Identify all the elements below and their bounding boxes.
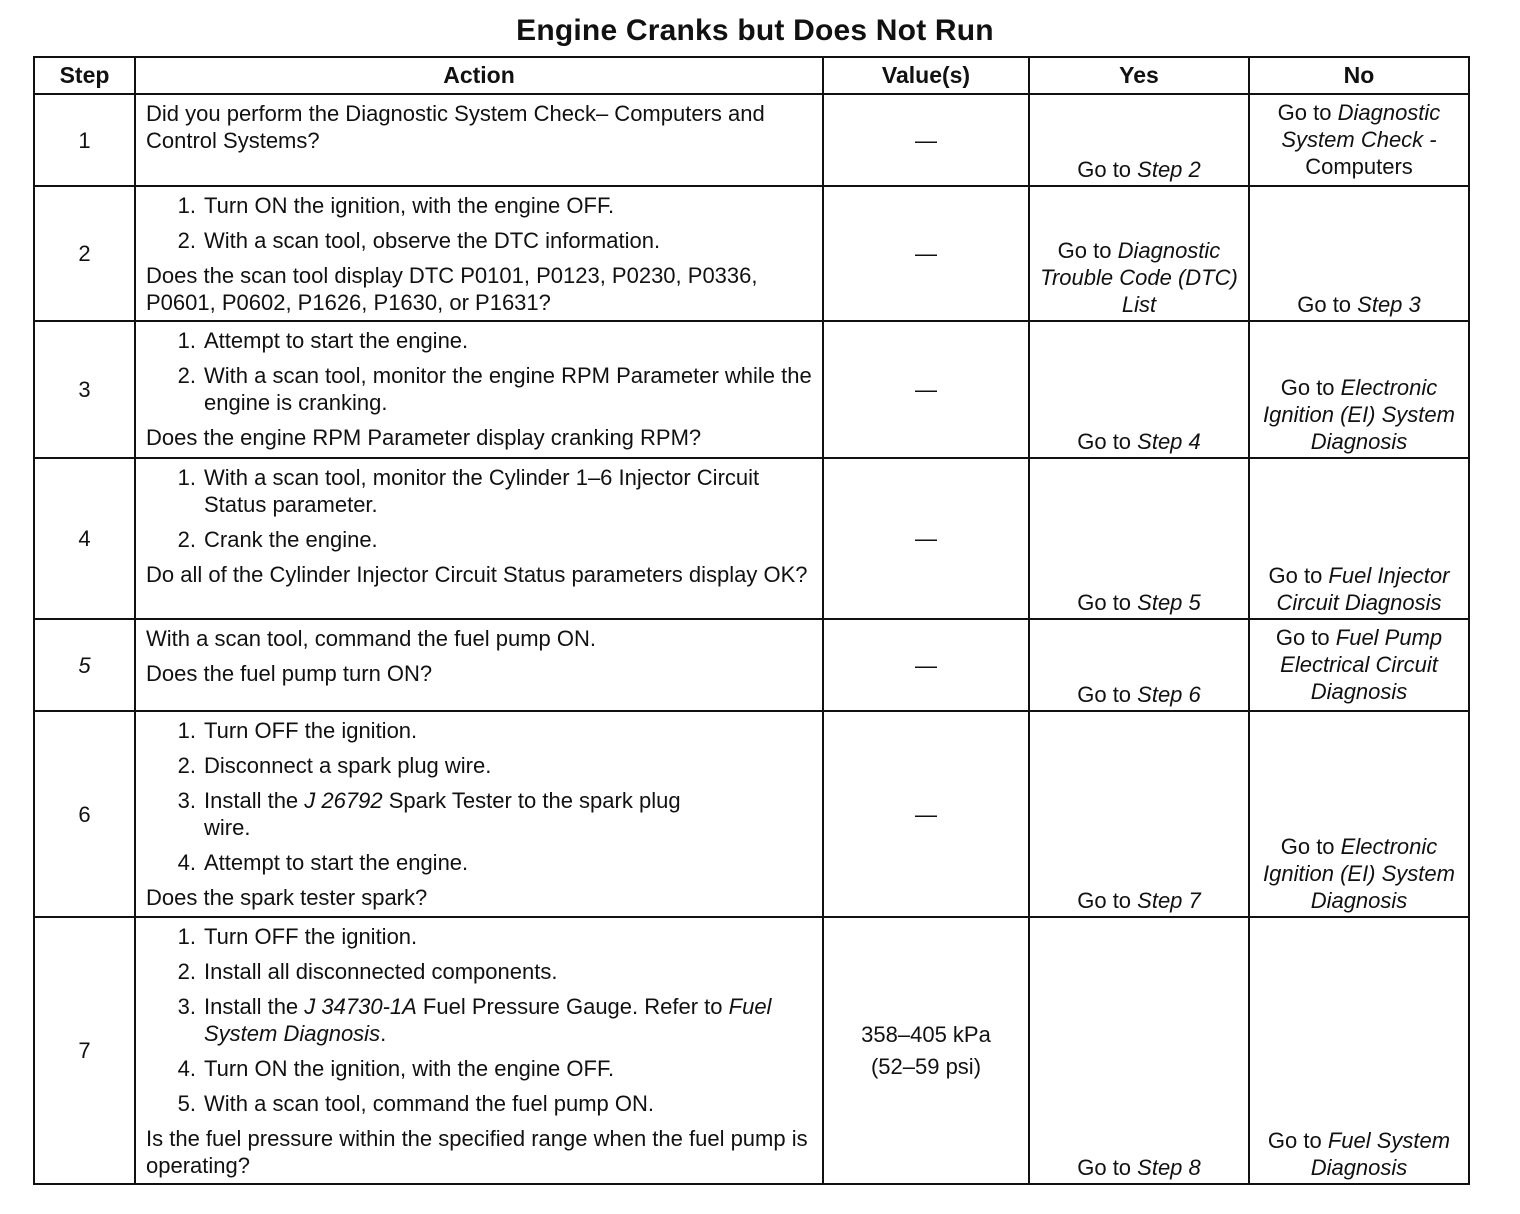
action-question: Does the scan tool display DTC P0101, P0123, P0230, P0336, P0601, P0602, P1626, P1630, or P1631? bbox=[146, 263, 758, 315]
substep-text: Attempt to start the engine. bbox=[204, 850, 469, 875]
value-cell bbox=[823, 619, 1029, 711]
step-number: 5 bbox=[34, 619, 135, 711]
substep-item bbox=[146, 526, 814, 553]
yes-prefix: Go to bbox=[1077, 157, 1138, 182]
no-link[interactable]: Electronic Ignition (EI) System Diagnosis bbox=[1263, 834, 1455, 913]
yes-link[interactable]: Step 8 bbox=[1137, 1155, 1201, 1180]
value-text: — bbox=[915, 652, 937, 678]
table-row bbox=[34, 458, 1469, 619]
substep-text: Turn ON the ignition, with the engine OFF. bbox=[204, 1056, 615, 1081]
substep-text: With a scan tool, monitor the engine RPM Parameter while the engine is cranking. bbox=[204, 363, 812, 415]
value-cell bbox=[823, 458, 1029, 619]
yes-prefix: Go to bbox=[1077, 682, 1138, 707]
action-cell bbox=[135, 917, 823, 1184]
substep-text: With a scan tool, observe the DTC information. bbox=[204, 228, 661, 253]
step-number: 1 bbox=[34, 94, 135, 186]
value-text: — bbox=[915, 127, 937, 153]
substep-item bbox=[146, 923, 814, 950]
no-prefix: Go to bbox=[1280, 375, 1341, 400]
substep-number: 2. bbox=[177, 363, 196, 388]
header-no: No bbox=[1249, 57, 1469, 94]
table-row bbox=[34, 94, 1469, 186]
no-cell bbox=[1249, 94, 1469, 186]
substep-number: 4. bbox=[177, 850, 196, 875]
substep-number: 1. bbox=[177, 193, 196, 218]
no-cell bbox=[1249, 711, 1469, 917]
substep-number: 2. bbox=[177, 527, 196, 552]
yes-prefix: Go to bbox=[1077, 1155, 1138, 1180]
substep-number: 3. bbox=[177, 788, 196, 813]
no-suffix: Computers bbox=[1305, 154, 1413, 179]
substep-number: 1. bbox=[177, 328, 196, 353]
action-cell bbox=[135, 94, 823, 186]
substep-text: Turn OFF the ignition. bbox=[204, 718, 418, 743]
action-cell bbox=[135, 186, 823, 321]
action-cell bbox=[135, 458, 823, 619]
page-title: Engine Cranks but Does Not Run bbox=[516, 14, 994, 47]
substep-list bbox=[146, 464, 814, 553]
substep-text: Turn ON the ignition, with the engine OFF. bbox=[204, 193, 615, 218]
value-text: — bbox=[915, 526, 937, 551]
diagnostic-table bbox=[33, 56, 1470, 1185]
tool-ref: J 26792 bbox=[304, 788, 383, 813]
no-cell bbox=[1249, 619, 1469, 711]
action-question: Does the spark tester spark? bbox=[146, 885, 428, 910]
step-number: 4 bbox=[34, 458, 135, 619]
no-cell bbox=[1249, 321, 1469, 458]
step-number: 6 bbox=[34, 711, 135, 917]
substep-number: 5. bbox=[177, 1091, 196, 1116]
no-link[interactable]: Electronic Ignition (EI) System Diagnosis bbox=[1263, 375, 1455, 454]
value-text: — bbox=[915, 377, 937, 402]
yes-cell bbox=[1029, 186, 1249, 321]
value-text: — bbox=[915, 241, 937, 266]
no-prefix: Go to bbox=[1267, 1128, 1328, 1153]
substep-item bbox=[146, 327, 814, 354]
substep-number: 4. bbox=[177, 1056, 196, 1081]
substep-text: Turn OFF the ignition. bbox=[204, 924, 418, 949]
no-link[interactable]: Diagnostic System Check - bbox=[1281, 100, 1441, 152]
substep-number: 3. bbox=[177, 994, 196, 1019]
substep-text: Crank the engine. bbox=[204, 527, 378, 552]
tool-ref: J 34730-1A bbox=[304, 994, 417, 1019]
yes-prefix: Go to bbox=[1077, 429, 1138, 454]
substep-item bbox=[146, 849, 814, 876]
yes-cell bbox=[1029, 917, 1249, 1184]
substep-item bbox=[146, 993, 814, 1047]
value-cell bbox=[823, 94, 1029, 186]
substep-text: Install all disconnected components. bbox=[204, 959, 558, 984]
substep-list bbox=[146, 192, 814, 254]
substep-number: 1. bbox=[177, 924, 196, 949]
yes-cell bbox=[1029, 711, 1249, 917]
yes-cell bbox=[1029, 321, 1249, 458]
substep-item bbox=[146, 717, 814, 744]
substep-item bbox=[146, 362, 814, 416]
no-cell bbox=[1249, 458, 1469, 619]
substep-text: Install the J 26792 Spark Tester to the spark plug wire. bbox=[204, 788, 681, 840]
yes-cell bbox=[1029, 94, 1249, 186]
table-row bbox=[34, 186, 1469, 321]
header-action: Action bbox=[135, 57, 823, 94]
yes-prefix: Go to bbox=[1077, 590, 1138, 615]
substep-number: 2. bbox=[177, 753, 196, 778]
substep-item bbox=[146, 192, 814, 219]
substep-list bbox=[146, 923, 814, 1117]
value-cell bbox=[823, 917, 1029, 1184]
step-number: 2 bbox=[34, 186, 135, 321]
header-value: Value(s) bbox=[823, 57, 1029, 94]
substep-item bbox=[146, 1055, 814, 1082]
action-cell bbox=[135, 619, 823, 711]
header-step: Step bbox=[34, 57, 135, 94]
substep-list bbox=[146, 327, 814, 416]
substep-text: Disconnect a spark plug wire. bbox=[204, 753, 492, 778]
procedure-ref[interactable]: Fuel System Diagnosis bbox=[204, 994, 772, 1046]
substep-item bbox=[146, 752, 814, 779]
pressure-psi: (52–59 psi) bbox=[870, 1054, 982, 1079]
pressure-kpa: 358–405 kPa bbox=[861, 1022, 991, 1047]
table-row bbox=[34, 917, 1469, 1184]
no-link[interactable]: Step 3 bbox=[1357, 292, 1421, 317]
yes-prefix: Go to bbox=[1077, 888, 1138, 913]
action-question: Is the fuel pressure within the specified range when the fuel pump is operating? bbox=[146, 1126, 808, 1178]
substep-number: 2. bbox=[177, 228, 196, 253]
value-cell bbox=[823, 711, 1029, 917]
yes-link[interactable]: Step 6 bbox=[1137, 682, 1201, 707]
table-row bbox=[34, 321, 1469, 458]
no-cell bbox=[1249, 186, 1469, 321]
step-number: 7 bbox=[34, 917, 135, 1184]
no-prefix: Go to bbox=[1280, 834, 1341, 859]
no-prefix: Go to bbox=[1275, 625, 1336, 650]
no-link[interactable]: Fuel Injector Circuit Diagnosis bbox=[1276, 563, 1450, 615]
yes-link[interactable]: Step 2 bbox=[1137, 157, 1201, 182]
no-prefix: Go to bbox=[1268, 563, 1329, 588]
value-cell bbox=[823, 321, 1029, 458]
header-yes: Yes bbox=[1029, 57, 1249, 94]
substep-text: With a scan tool, monitor the Cylinder 1–6 Injector Circuit Status parameter. bbox=[204, 465, 760, 517]
substep-item bbox=[146, 227, 814, 254]
no-link[interactable]: Fuel Pump Electrical Circuit Diagnosis bbox=[1280, 625, 1443, 704]
no-link[interactable]: Fuel System Diagnosis bbox=[1310, 1128, 1451, 1180]
action-question: Did you perform the Diagnostic System Check– Computers and Control Systems? bbox=[146, 101, 765, 153]
yes-link[interactable]: Step 5 bbox=[1137, 590, 1201, 615]
substep-item bbox=[146, 464, 814, 518]
yes-link[interactable]: Step 7 bbox=[1137, 888, 1201, 913]
substep-text: Install the J 34730-1A Fuel Pressure Gauge. Refer to Fuel System Diagnosis. bbox=[204, 994, 772, 1046]
yes-cell bbox=[1029, 619, 1249, 711]
action-instruction: With a scan tool, command the fuel pump ON. bbox=[146, 626, 596, 651]
step-number: 3 bbox=[34, 321, 135, 458]
action-cell bbox=[135, 711, 823, 917]
substep-item bbox=[146, 787, 814, 841]
no-cell bbox=[1249, 917, 1469, 1184]
substep-text: Attempt to start the engine. bbox=[204, 328, 469, 353]
table-row bbox=[34, 711, 1469, 917]
value-text: — bbox=[915, 801, 937, 827]
yes-link[interactable]: Diagnostic Trouble Code (DTC) List bbox=[1040, 238, 1238, 317]
yes-prefix: Go to bbox=[1057, 238, 1118, 263]
no-prefix: Go to bbox=[1297, 292, 1358, 317]
substep-number: 1. bbox=[177, 465, 196, 490]
substep-number: 1. bbox=[177, 718, 196, 743]
substep-item bbox=[146, 1090, 814, 1117]
header-row bbox=[34, 57, 1469, 94]
no-prefix: Go to bbox=[1277, 100, 1338, 125]
substep-text: With a scan tool, command the fuel pump ON. bbox=[204, 1091, 654, 1116]
yes-cell bbox=[1029, 458, 1249, 619]
action-question: Does the fuel pump turn ON? bbox=[146, 661, 433, 686]
action-question: Does the engine RPM Parameter display cranking RPM? bbox=[146, 425, 702, 450]
action-question: Do all of the Cylinder Injector Circuit Status parameters display OK? bbox=[146, 562, 808, 587]
substep-item bbox=[146, 958, 814, 985]
substep-list bbox=[146, 717, 814, 876]
yes-link[interactable]: Step 4 bbox=[1137, 429, 1201, 454]
substep-number: 2. bbox=[177, 959, 196, 984]
action-cell bbox=[135, 321, 823, 458]
table-row bbox=[34, 619, 1469, 711]
value-cell bbox=[823, 186, 1029, 321]
